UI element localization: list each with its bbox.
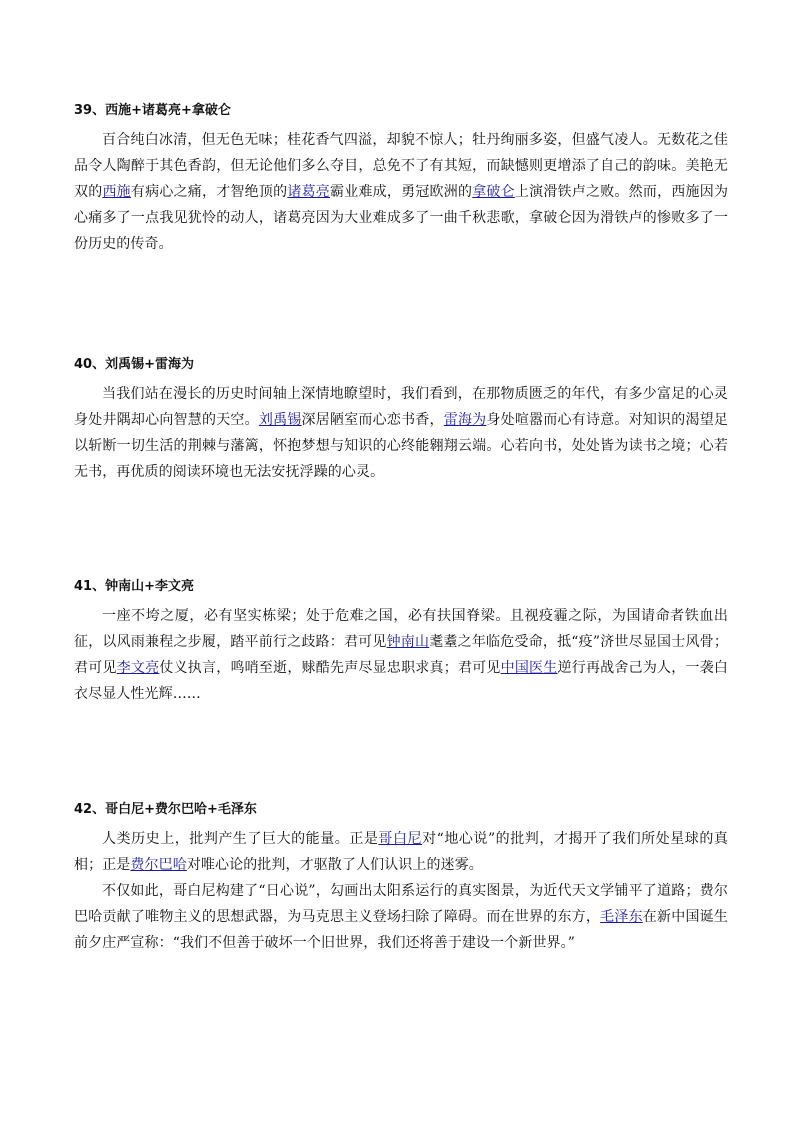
person-link[interactable]: 刘禹锡 (258, 412, 302, 428)
paragraph-text: 人类历史上，批判产生了巨大的能量。正是 (102, 831, 379, 847)
essay-section-42 (74, 800, 728, 956)
essay-section-41 (74, 577, 728, 707)
section-heading: 42、哥白尼+费尔巴哈+毛泽东 (74, 802, 257, 817)
person-link[interactable]: 李文亮 (116, 660, 160, 676)
person-link[interactable]: 西施 (102, 184, 131, 200)
paragraph-text: 耄耋之年临危受命，抵“疫”济世尽显国士风骨；君可见 (74, 634, 728, 676)
section-body (74, 381, 728, 485)
body-paragraph (74, 603, 728, 707)
body-paragraph (74, 127, 728, 257)
body-paragraph (74, 826, 728, 878)
paragraph-text: 上演滑铁卢之败。然而，西施因为心痛多了一点我见犹怜的动人，诸葛亮因为大业难成多了一曲千秋悲歌，拿破仑因为滑铁卢的惨败多了一份历史的传奇。 (74, 184, 729, 252)
paragraph-text: 仗义执言，鸣哨至逝，赇酷先声尽显忠职求真；君可见 (159, 660, 501, 676)
essay-section-39 (74, 101, 728, 257)
person-link[interactable]: 中国医生 (500, 660, 558, 676)
person-link[interactable]: 哥白尼 (378, 831, 423, 847)
essay-section-40 (74, 355, 728, 485)
paragraph-text: 在新中国诞生前夕庄严宣称：“我们不但善于破坏一个旧世界，我们还将善于建设一个新世界。” (74, 909, 728, 951)
paragraph-text: 对唯心论的批判，才驱散了人们认识上的迷雾。 (186, 857, 483, 873)
person-link[interactable]: 费尔巴哈 (130, 857, 187, 873)
paragraph-text: 深居陋室而心恋书香， (301, 412, 444, 428)
paragraph-text: 当我们站在漫长的历史时间轴上深情地瞭望时，我们看到，在那物质匮乏的年代，有多少富足的心灵身处井隅却心向智慧的天空。 (74, 386, 728, 428)
section-heading: 40、刘禹锡+雷海为 (74, 357, 194, 372)
section-heading: 39、西施+诸葛亮+拿破仑 (74, 103, 231, 118)
paragraph-text: 百合纯白冰清，但无色无味；桂花香气四溢，却貌不惊人；牡丹绚丽多姿，但盛气凌人。无数花之佳品令人陶醉于其色香韵，但无论他们多么夺目，总免不了有其短，而缺憾则更增添了自己的韵味。美艳无双的 (74, 132, 728, 200)
paragraph-text: 霸业难成，勇冠欧洲的 (330, 184, 473, 200)
section-heading: 41、钟南山+李文亮 (74, 579, 194, 594)
paragraph-text: 有病心之痛，才智绝顶的 (130, 184, 288, 200)
section-body (74, 826, 728, 956)
paragraph-text: 不仅如此，哥白尼构建了“日心说”，勾画出太阳系运行的真实图景，为近代天文学铺平了道路；费尔巴哈贡献了唯物主义的思想武器，为马克思主义登场扫除了障碍。而在世界的东方， (74, 883, 728, 925)
paragraph-text: 一座不垮之厦，必有坚实栋梁；处于危难之国，必有扶国脊梁。且视疫霾之际，为国请命者铁血出征，以风雨兼程之步履，踏平前行之歧路：君可见 (74, 608, 728, 650)
body-paragraph (74, 381, 728, 485)
paragraph-text: 对“地心说”的批判，才揭开了我们所处星球的真相；正是 (74, 831, 729, 873)
section-body (74, 127, 728, 257)
person-link[interactable]: 诸葛亮 (287, 184, 330, 200)
body-paragraph (74, 878, 728, 956)
paragraph-text: 逆行再战舍己为人，一袭白衣尽显人性光辉…… (74, 660, 729, 702)
person-link[interactable]: 拿破仑 (472, 184, 515, 200)
section-body (74, 603, 728, 707)
person-link[interactable]: 毛泽东 (600, 909, 643, 925)
person-link[interactable]: 钟南山 (386, 634, 430, 650)
person-link[interactable]: 雷海为 (443, 412, 487, 428)
paragraph-text: 身处喧嚣而心有诗意。对知识的渴望足以斩断一切生活的荆棘与藩篱，怀抱梦想与知识的心终能翱翔云端。心若向书，处处皆为读书之境；心若无书，再优质的阅读环境也无法安抚浮躁的心灵。 (74, 412, 729, 480)
